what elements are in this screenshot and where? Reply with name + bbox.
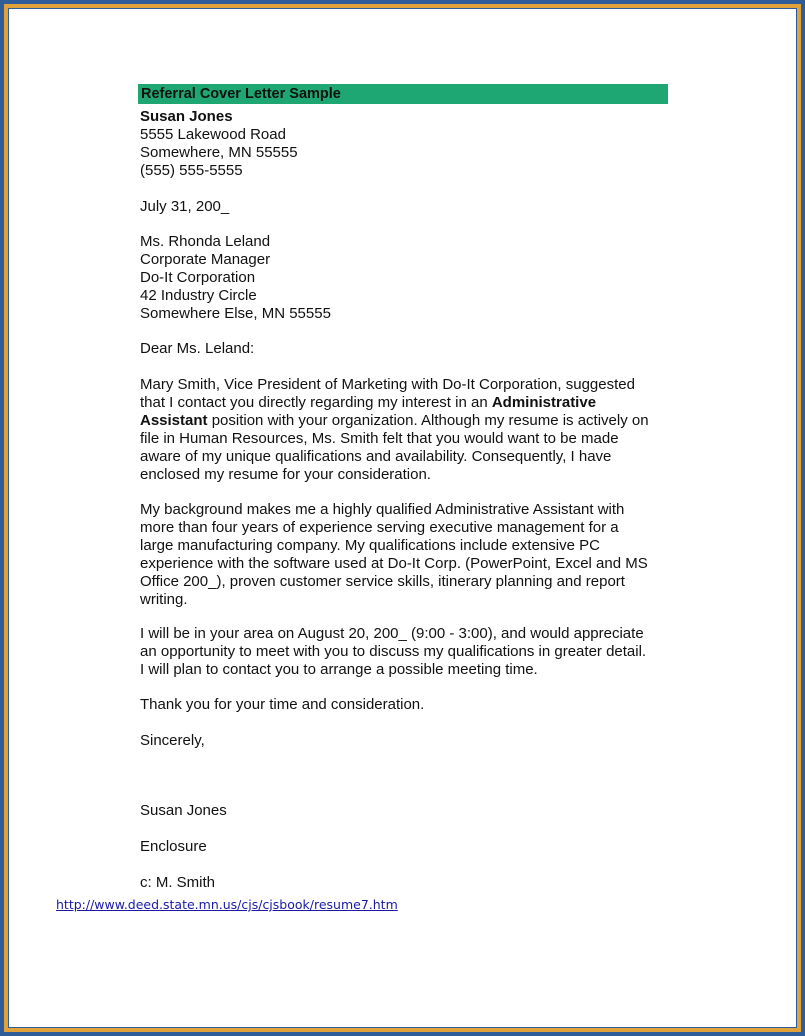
position-title-bold: Administrative [491,394,597,411]
paragraph-3-line: I will plan to contact you to arrange a possible meeting time. [140,661,538,678]
recipient-street: 42 Industry Circle [140,287,257,304]
paragraph-1-line: file in Human Resources, Ms. Smith felt that you would want to be made [140,430,619,447]
paragraph-2-line: more than four years of experience serving executive management for a [140,519,619,536]
paragraph-1-text: that I contact you directly regarding my interest in an [140,394,492,411]
paragraph-3-line: an opportunity to meet with you to discuss my qualifications in greater detail. [140,643,647,660]
paragraph-2-line: writing. [140,591,188,608]
paragraph-2-line: Office 200_), proven customer service skills, itinerary planning and report [140,573,625,590]
letter-date: July 31, 200_ [140,198,230,215]
paragraph-3-line: I will be in your area on August 20, 200_ (9:00 - 3:00), and would appreciate [140,625,644,642]
recipient-city: Somewhere Else, MN 55555 [140,305,331,322]
paragraph-1 [140,376,649,484]
closing: Sincerely, [140,732,205,749]
signature-name: Susan Jones [140,802,227,819]
paragraph-1-line [140,394,649,412]
recipient-address [140,233,331,323]
sender-name: Susan Jones [140,108,233,125]
paragraph-1-line: aware of my unique qualifications and availability. Consequently, I have [140,448,612,465]
paragraph-2 [140,501,648,609]
recipient-name: Ms. Rhonda Leland [140,233,271,250]
paragraph-2-line: large manufacturing company. My qualifications include extensive PC [140,537,600,554]
paragraph-1-text: position with your organization. Although my resume is actively on [207,412,649,429]
sender-address [140,108,298,180]
recipient-title: Corporate Manager [140,251,271,268]
source-link[interactable]: http://www.deed.state.mn.us/cjs/cjsbook/resume7.htm [56,897,398,912]
sender-city: Somewhere, MN 55555 [140,144,298,161]
cc-note: c: M. Smith [140,874,216,891]
thank-you-line: Thank you for your time and consideration. [140,696,425,713]
paragraph-1-line: Mary Smith, Vice President of Marketing with Do-It Corporation, suggested [140,376,635,393]
enclosure-note: Enclosure [140,838,207,855]
sender-phone: (555) 555-5555 [140,162,243,179]
letter-title-banner: Referral Cover Letter Sample [138,84,668,104]
salutation: Dear Ms. Leland: [140,340,255,357]
paragraph-3 [140,625,646,679]
recipient-company: Do-It Corporation [140,269,256,286]
sender-street: 5555 Lakewood Road [140,126,286,143]
position-title-bold: Assistant [140,412,208,429]
paragraph-2-line: experience with the software used at Do-It Corp. (PowerPoint, Excel and MS [140,555,648,572]
paragraph-1-line: enclosed my resume for your consideration. [140,466,431,483]
paragraph-1-line [140,412,649,430]
paragraph-2-line: My background makes me a highly qualified Administrative Assistant with [140,501,625,518]
